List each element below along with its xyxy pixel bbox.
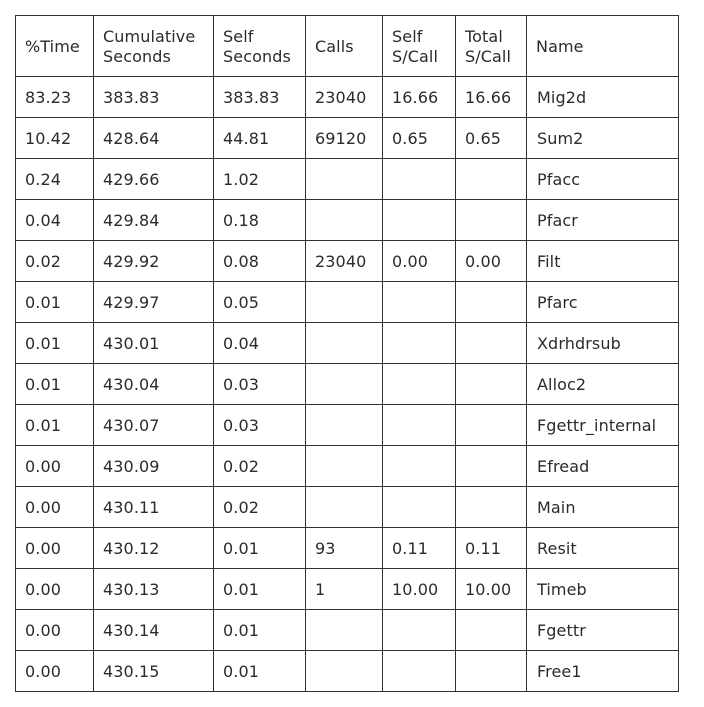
cell-calls: 1 (306, 569, 383, 610)
cell-percent-time: 0.24 (16, 159, 94, 200)
cell-cumulative-seconds: 430.07 (94, 405, 214, 446)
table-row (16, 159, 679, 200)
header-percent-time (16, 16, 94, 77)
cell-self-s-per-call (383, 610, 456, 651)
cell-calls (306, 323, 383, 364)
cell-self-seconds: 0.04 (214, 323, 306, 364)
cell-calls (306, 282, 383, 323)
cell-total-s-per-call (456, 610, 527, 651)
cell-total-s-per-call (456, 405, 527, 446)
cell-total-s-per-call (456, 487, 527, 528)
cell-cumulative-seconds: 430.14 (94, 610, 214, 651)
header-cumulative-seconds-line1: Cumulative (103, 26, 196, 46)
cell-cumulative-seconds: 430.09 (94, 446, 214, 487)
cell-name: Fgettr (527, 610, 679, 651)
profile-table-container (15, 15, 679, 692)
cell-self-s-per-call (383, 405, 456, 446)
cell-percent-time: 0.00 (16, 651, 94, 692)
cell-percent-time: 0.00 (16, 446, 94, 487)
cell-percent-time: 0.01 (16, 282, 94, 323)
cell-self-seconds: 0.01 (214, 528, 306, 569)
cell-cumulative-seconds: 429.84 (94, 200, 214, 241)
cell-self-seconds: 0.02 (214, 487, 306, 528)
cell-percent-time: 0.01 (16, 364, 94, 405)
cell-name: Pfacc (527, 159, 679, 200)
profile-table (15, 15, 679, 692)
table-row (16, 323, 679, 364)
cell-self-seconds: 0.01 (214, 651, 306, 692)
cell-percent-time: 0.01 (16, 405, 94, 446)
cell-self-s-per-call (383, 159, 456, 200)
cell-self-s-per-call: 0.00 (383, 241, 456, 282)
cell-self-seconds: 0.03 (214, 364, 306, 405)
cell-cumulative-seconds: 429.97 (94, 282, 214, 323)
cell-self-seconds: 0.01 (214, 610, 306, 651)
cell-total-s-per-call: 0.00 (456, 241, 527, 282)
cell-name: Pfacr (527, 200, 679, 241)
cell-percent-time: 0.00 (16, 569, 94, 610)
cell-percent-time: 0.04 (16, 200, 94, 241)
cell-cumulative-seconds: 430.12 (94, 528, 214, 569)
table-row (16, 405, 679, 446)
cell-cumulative-seconds: 430.04 (94, 364, 214, 405)
header-total-s-per-call (456, 16, 527, 77)
cell-cumulative-seconds: 428.64 (94, 118, 214, 159)
header-self-seconds (214, 16, 306, 77)
header-self-s-per-call-line1: Self (392, 26, 423, 46)
cell-total-s-per-call (456, 200, 527, 241)
cell-calls (306, 405, 383, 446)
cell-self-seconds: 0.08 (214, 241, 306, 282)
table-row (16, 282, 679, 323)
cell-self-seconds: 0.03 (214, 405, 306, 446)
cell-percent-time: 0.00 (16, 487, 94, 528)
header-self-seconds-line2: Seconds (223, 46, 291, 66)
cell-cumulative-seconds: 430.01 (94, 323, 214, 364)
cell-calls (306, 651, 383, 692)
header-calls-label: Calls (315, 36, 354, 56)
cell-self-s-per-call (383, 200, 456, 241)
cell-cumulative-seconds: 383.83 (94, 77, 214, 118)
cell-calls: 23040 (306, 77, 383, 118)
table-row (16, 446, 679, 487)
header-self-seconds-line1: Self (223, 26, 254, 46)
cell-self-s-per-call: 10.00 (383, 569, 456, 610)
cell-name: Fgettr_internal (527, 405, 679, 446)
cell-self-seconds: 44.81 (214, 118, 306, 159)
cell-total-s-per-call (456, 446, 527, 487)
table-body (16, 77, 679, 692)
cell-calls (306, 159, 383, 200)
table-row (16, 364, 679, 405)
cell-self-seconds: 0.18 (214, 200, 306, 241)
cell-self-seconds: 0.02 (214, 446, 306, 487)
cell-self-s-per-call: 16.66 (383, 77, 456, 118)
cell-percent-time: 10.42 (16, 118, 94, 159)
table-row (16, 241, 679, 282)
cell-cumulative-seconds: 430.13 (94, 569, 214, 610)
table-header (16, 16, 679, 77)
header-row (16, 16, 679, 77)
cell-total-s-per-call: 10.00 (456, 569, 527, 610)
cell-calls (306, 487, 383, 528)
header-self-s-per-call (383, 16, 456, 77)
cell-total-s-per-call: 0.11 (456, 528, 527, 569)
cell-total-s-per-call: 0.65 (456, 118, 527, 159)
table-row (16, 200, 679, 241)
cell-cumulative-seconds: 430.15 (94, 651, 214, 692)
cell-total-s-per-call (456, 364, 527, 405)
table-row (16, 528, 679, 569)
header-total-s-per-call-line1: Total (465, 26, 503, 46)
table-row (16, 569, 679, 610)
cell-self-seconds: 1.02 (214, 159, 306, 200)
cell-cumulative-seconds: 429.66 (94, 159, 214, 200)
cell-self-seconds: 0.01 (214, 569, 306, 610)
header-name-label: Name (536, 36, 584, 56)
cell-self-s-per-call: 0.11 (383, 528, 456, 569)
cell-percent-time: 0.00 (16, 528, 94, 569)
cell-name: Mig2d (527, 77, 679, 118)
cell-name: Alloc2 (527, 364, 679, 405)
table-row (16, 77, 679, 118)
cell-total-s-per-call (456, 651, 527, 692)
cell-calls: 93 (306, 528, 383, 569)
cell-calls: 23040 (306, 241, 383, 282)
cell-name: Pfarc (527, 282, 679, 323)
cell-name: Free1 (527, 651, 679, 692)
cell-calls (306, 446, 383, 487)
header-total-s-per-call-line2: S/Call (465, 46, 512, 66)
cell-percent-time: 0.01 (16, 323, 94, 364)
cell-self-s-per-call (383, 446, 456, 487)
cell-percent-time: 0.00 (16, 610, 94, 651)
cell-name: Sum2 (527, 118, 679, 159)
cell-total-s-per-call: 16.66 (456, 77, 527, 118)
cell-calls (306, 364, 383, 405)
cell-cumulative-seconds: 429.92 (94, 241, 214, 282)
header-cumulative-seconds-line2: Seconds (103, 46, 171, 66)
cell-percent-time: 83.23 (16, 77, 94, 118)
cell-self-s-per-call (383, 651, 456, 692)
cell-self-s-per-call (383, 487, 456, 528)
cell-total-s-per-call (456, 282, 527, 323)
cell-total-s-per-call (456, 323, 527, 364)
table-row (16, 487, 679, 528)
cell-name: Main (527, 487, 679, 528)
cell-self-seconds: 0.05 (214, 282, 306, 323)
cell-name: Efread (527, 446, 679, 487)
header-percent-time-label: %Time (25, 36, 80, 56)
cell-self-seconds: 383.83 (214, 77, 306, 118)
table-row (16, 118, 679, 159)
cell-cumulative-seconds: 430.11 (94, 487, 214, 528)
cell-percent-time: 0.02 (16, 241, 94, 282)
cell-self-s-per-call: 0.65 (383, 118, 456, 159)
cell-calls: 69120 (306, 118, 383, 159)
cell-self-s-per-call (383, 364, 456, 405)
cell-name: Timeb (527, 569, 679, 610)
cell-self-s-per-call (383, 282, 456, 323)
cell-name: Resit (527, 528, 679, 569)
header-cumulative-seconds (94, 16, 214, 77)
cell-name: Filt (527, 241, 679, 282)
cell-self-s-per-call (383, 323, 456, 364)
cell-name: Xdrhdrsub (527, 323, 679, 364)
cell-calls (306, 200, 383, 241)
table-row (16, 651, 679, 692)
header-name (527, 16, 679, 77)
header-calls (306, 16, 383, 77)
table-row (16, 610, 679, 651)
cell-total-s-per-call (456, 159, 527, 200)
header-self-s-per-call-line2: S/Call (392, 46, 439, 66)
cell-calls (306, 610, 383, 651)
